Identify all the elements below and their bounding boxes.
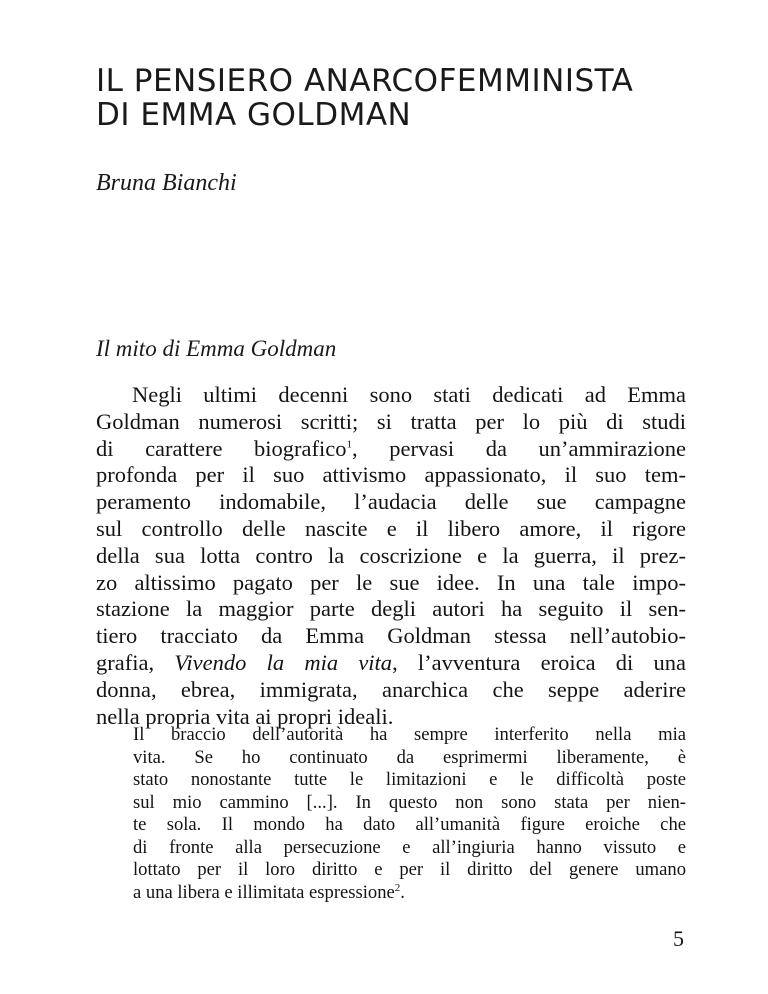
paragraph-text: grafia,: [96, 649, 175, 675]
chapter-title-line-2: DI EMMA GOLDMAN: [96, 97, 412, 133]
paragraph-line: profonda per il suo attivismo appassionato, il suo tem-: [96, 462, 686, 488]
quote-text: .: [400, 881, 405, 903]
quote-line: te sola. Il mondo ha dato all’umanità figure eroiche che: [133, 814, 686, 835]
paragraph-line: Goldman numerosi scritti; si tratta per lo più di studi: [96, 408, 686, 434]
paragraph-text: , l’avventura eroica di una: [392, 649, 686, 675]
body-paragraph: [96, 382, 686, 730]
paragraph-line: zo altissimo pagato per le sue idee. In una tale impo-: [96, 569, 686, 595]
book-title-italic: Vivendo la mia vita: [174, 649, 393, 675]
section-heading: Il mito di Emma Goldman: [96, 336, 337, 361]
author-name: Bruna Bianchi: [96, 170, 237, 196]
footnote-ref-2: 2: [394, 881, 401, 894]
quote-line: di fronte alla persecuzione e all’ingiuria hanno vissuto e: [133, 836, 686, 858]
quote-line: stato nonostante tutte le limitazioni e le difficoltà poste: [133, 769, 686, 790]
chapter-title-line-1: IL PENSIERO ANARCOFEMMINISTA: [96, 63, 634, 99]
paragraph-line: peramento indomabile, l’audacia delle sue campagne: [96, 489, 686, 515]
paragraph-line: della sua lotta contro la coscrizione e la guerra, il prez-: [96, 542, 686, 568]
footnote-ref-1: 1: [346, 438, 353, 451]
paragraph-text: di carattere biografico: [96, 435, 347, 461]
paragraph-line: stazione la maggior parte degli autori ha seguito il sen-: [96, 596, 686, 622]
paragraph-line: sul controllo delle nascite e il libero amore, il rigore: [96, 515, 686, 541]
paragraph-line: [96, 650, 686, 677]
block-quote: [133, 724, 686, 904]
quote-line: lottato per il loro diritto e per il diritto del genere umano: [133, 859, 686, 880]
page-number: 5: [673, 926, 684, 951]
quote-line: Il braccio dell’autorità ha sempre interferito nella mia: [133, 724, 686, 745]
paragraph-line: nella propria vita ai propri ideali.: [96, 703, 394, 729]
quote-line: [133, 882, 686, 905]
paragraph-line: tiero tracciato da Emma Goldman stessa nell’autobio-: [96, 623, 686, 649]
quote-line: sul mio cammino [...]. In questo non sono stata per nien-: [133, 791, 686, 813]
paragraph-line: Negli ultimi decenni sono stati dedicati ad Emma: [132, 382, 686, 407]
paragraph-line: [96, 436, 686, 463]
chapter-title: [96, 64, 696, 132]
paragraph-text: , pervasi da un’ammirazione: [352, 435, 686, 461]
quote-line: vita. Se ho continuato da esprimermi liberamente, è: [133, 746, 686, 768]
paragraph-line: donna, ebrea, immigrata, anarchica che seppe aderire: [96, 676, 686, 702]
quote-text: a una libera e illimitata espressione: [133, 881, 395, 903]
